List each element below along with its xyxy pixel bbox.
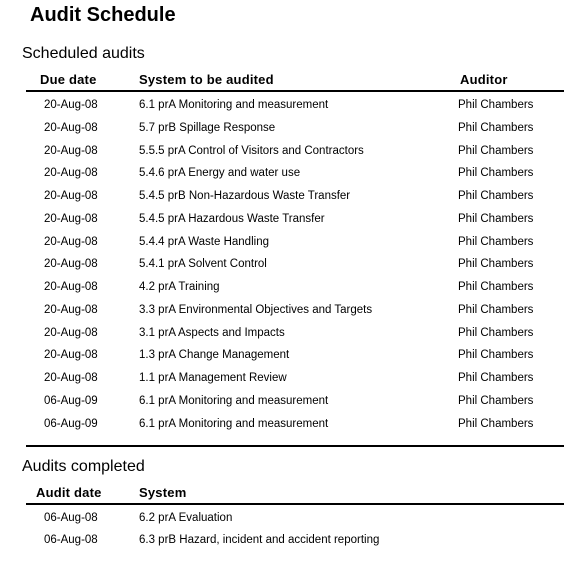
system-cell: 6.1 prA Monitoring and measurement: [139, 394, 329, 407]
table-row: [0, 277, 564, 300]
due-date-cell: 20-Aug-08: [44, 372, 98, 384]
due-date-cell: 06-Aug-09: [44, 417, 98, 430]
audits-completed-table: [0, 508, 564, 552]
column-header-audit-date: Audit date: [36, 485, 102, 500]
table-row: [0, 391, 564, 414]
column-header-due-date: Due date: [40, 72, 97, 87]
table-row: [0, 232, 564, 255]
system-cell: 3.1 prA Aspects and Impacts: [139, 326, 285, 339]
system-cell: 5.7 prB Spillage Response: [139, 121, 276, 134]
system-cell: 6.2 prA Evaluation: [139, 512, 233, 524]
column-header-system: System to be audited: [139, 72, 274, 87]
system-cell: 5.4.4 prA Waste Handling: [139, 235, 269, 248]
column-header-auditor: Auditor: [460, 72, 508, 87]
system-cell: 6.1 prA Monitoring and measurement: [139, 417, 329, 430]
table-row: [0, 209, 564, 232]
auditor-cell: Phil Chambers: [458, 212, 534, 225]
scheduled-footer-divider: [26, 445, 564, 447]
system-cell: 6.1 prA Monitoring and measurement: [139, 99, 329, 111]
system-cell: 5.4.6 prA Energy and water use: [139, 167, 301, 180]
auditor-cell: Phil Chambers: [458, 349, 534, 362]
audit-date-cell: 06-Aug-08: [44, 512, 98, 524]
due-date-cell: 20-Aug-08: [44, 190, 98, 202]
due-date-cell: 20-Aug-08: [44, 349, 98, 362]
auditor-cell: Phil Chambers: [458, 144, 534, 157]
system-cell: 5.4.5 prA Hazardous Waste Transfer: [139, 212, 325, 225]
completed-header-divider: [26, 503, 564, 505]
scheduled-audits-table: [0, 95, 564, 436]
due-date-cell: 20-Aug-08: [44, 258, 98, 271]
table-row: [0, 163, 564, 186]
system-cell: 3.3 prA Environmental Objectives and Targets: [139, 303, 373, 316]
auditor-cell: Phil Chambers: [458, 235, 534, 248]
auditor-cell: Phil Chambers: [458, 303, 534, 316]
table-row: [0, 368, 564, 391]
due-date-cell: 20-Aug-08: [44, 303, 98, 316]
table-row: [0, 95, 564, 118]
due-date-cell: 20-Aug-08: [44, 167, 98, 180]
auditor-cell: Phil Chambers: [458, 394, 534, 407]
table-row: [0, 254, 564, 277]
page-title: Audit Schedule: [30, 4, 176, 26]
table-row: [0, 508, 564, 530]
due-date-cell: 20-Aug-08: [44, 326, 98, 339]
column-header-completed-system: System: [139, 485, 187, 500]
scheduled-audits-heading: Scheduled audits: [22, 45, 145, 62]
auditor-cell: Phil Chambers: [458, 372, 534, 384]
auditor-cell: Phil Chambers: [458, 326, 534, 339]
table-row: [0, 530, 564, 552]
system-cell: 4.2 prA Training: [139, 281, 220, 293]
table-row: [0, 345, 564, 368]
audits-completed-heading: Audits completed: [22, 458, 145, 475]
due-date-cell: 20-Aug-08: [44, 144, 98, 157]
table-row: [0, 300, 564, 323]
system-cell: 1.3 prA Change Management: [139, 349, 290, 362]
system-cell: 5.4.5 prB Non-Hazardous Waste Transfer: [139, 190, 351, 202]
due-date-cell: 06-Aug-09: [44, 394, 98, 407]
table-row: [0, 118, 564, 141]
audit-date-cell: 06-Aug-08: [44, 534, 98, 546]
due-date-cell: 20-Aug-08: [44, 99, 98, 111]
table-row: [0, 186, 564, 209]
scheduled-header-divider: [26, 90, 564, 92]
due-date-cell: 20-Aug-08: [44, 212, 98, 225]
system-cell: 5.5.5 prA Control of Visitors and Contractors: [139, 144, 364, 157]
auditor-cell: Phil Chambers: [458, 281, 534, 293]
auditor-cell: Phil Chambers: [458, 121, 534, 134]
due-date-cell: 20-Aug-08: [44, 281, 98, 293]
system-cell: 6.3 prB Hazard, incident and accident reporting: [139, 534, 380, 546]
system-cell: 1.1 prA Management Review: [139, 372, 287, 384]
due-date-cell: 20-Aug-08: [44, 121, 98, 134]
due-date-cell: 20-Aug-08: [44, 235, 98, 248]
auditor-cell: Phil Chambers: [458, 190, 534, 202]
auditor-cell: Phil Chambers: [458, 99, 534, 111]
table-row: [0, 414, 564, 437]
auditor-cell: Phil Chambers: [458, 417, 534, 430]
table-row: [0, 141, 564, 164]
system-cell: 5.4.1 prA Solvent Control: [139, 258, 267, 271]
auditor-cell: Phil Chambers: [458, 167, 534, 180]
auditor-cell: Phil Chambers: [458, 258, 534, 271]
table-row: [0, 323, 564, 346]
